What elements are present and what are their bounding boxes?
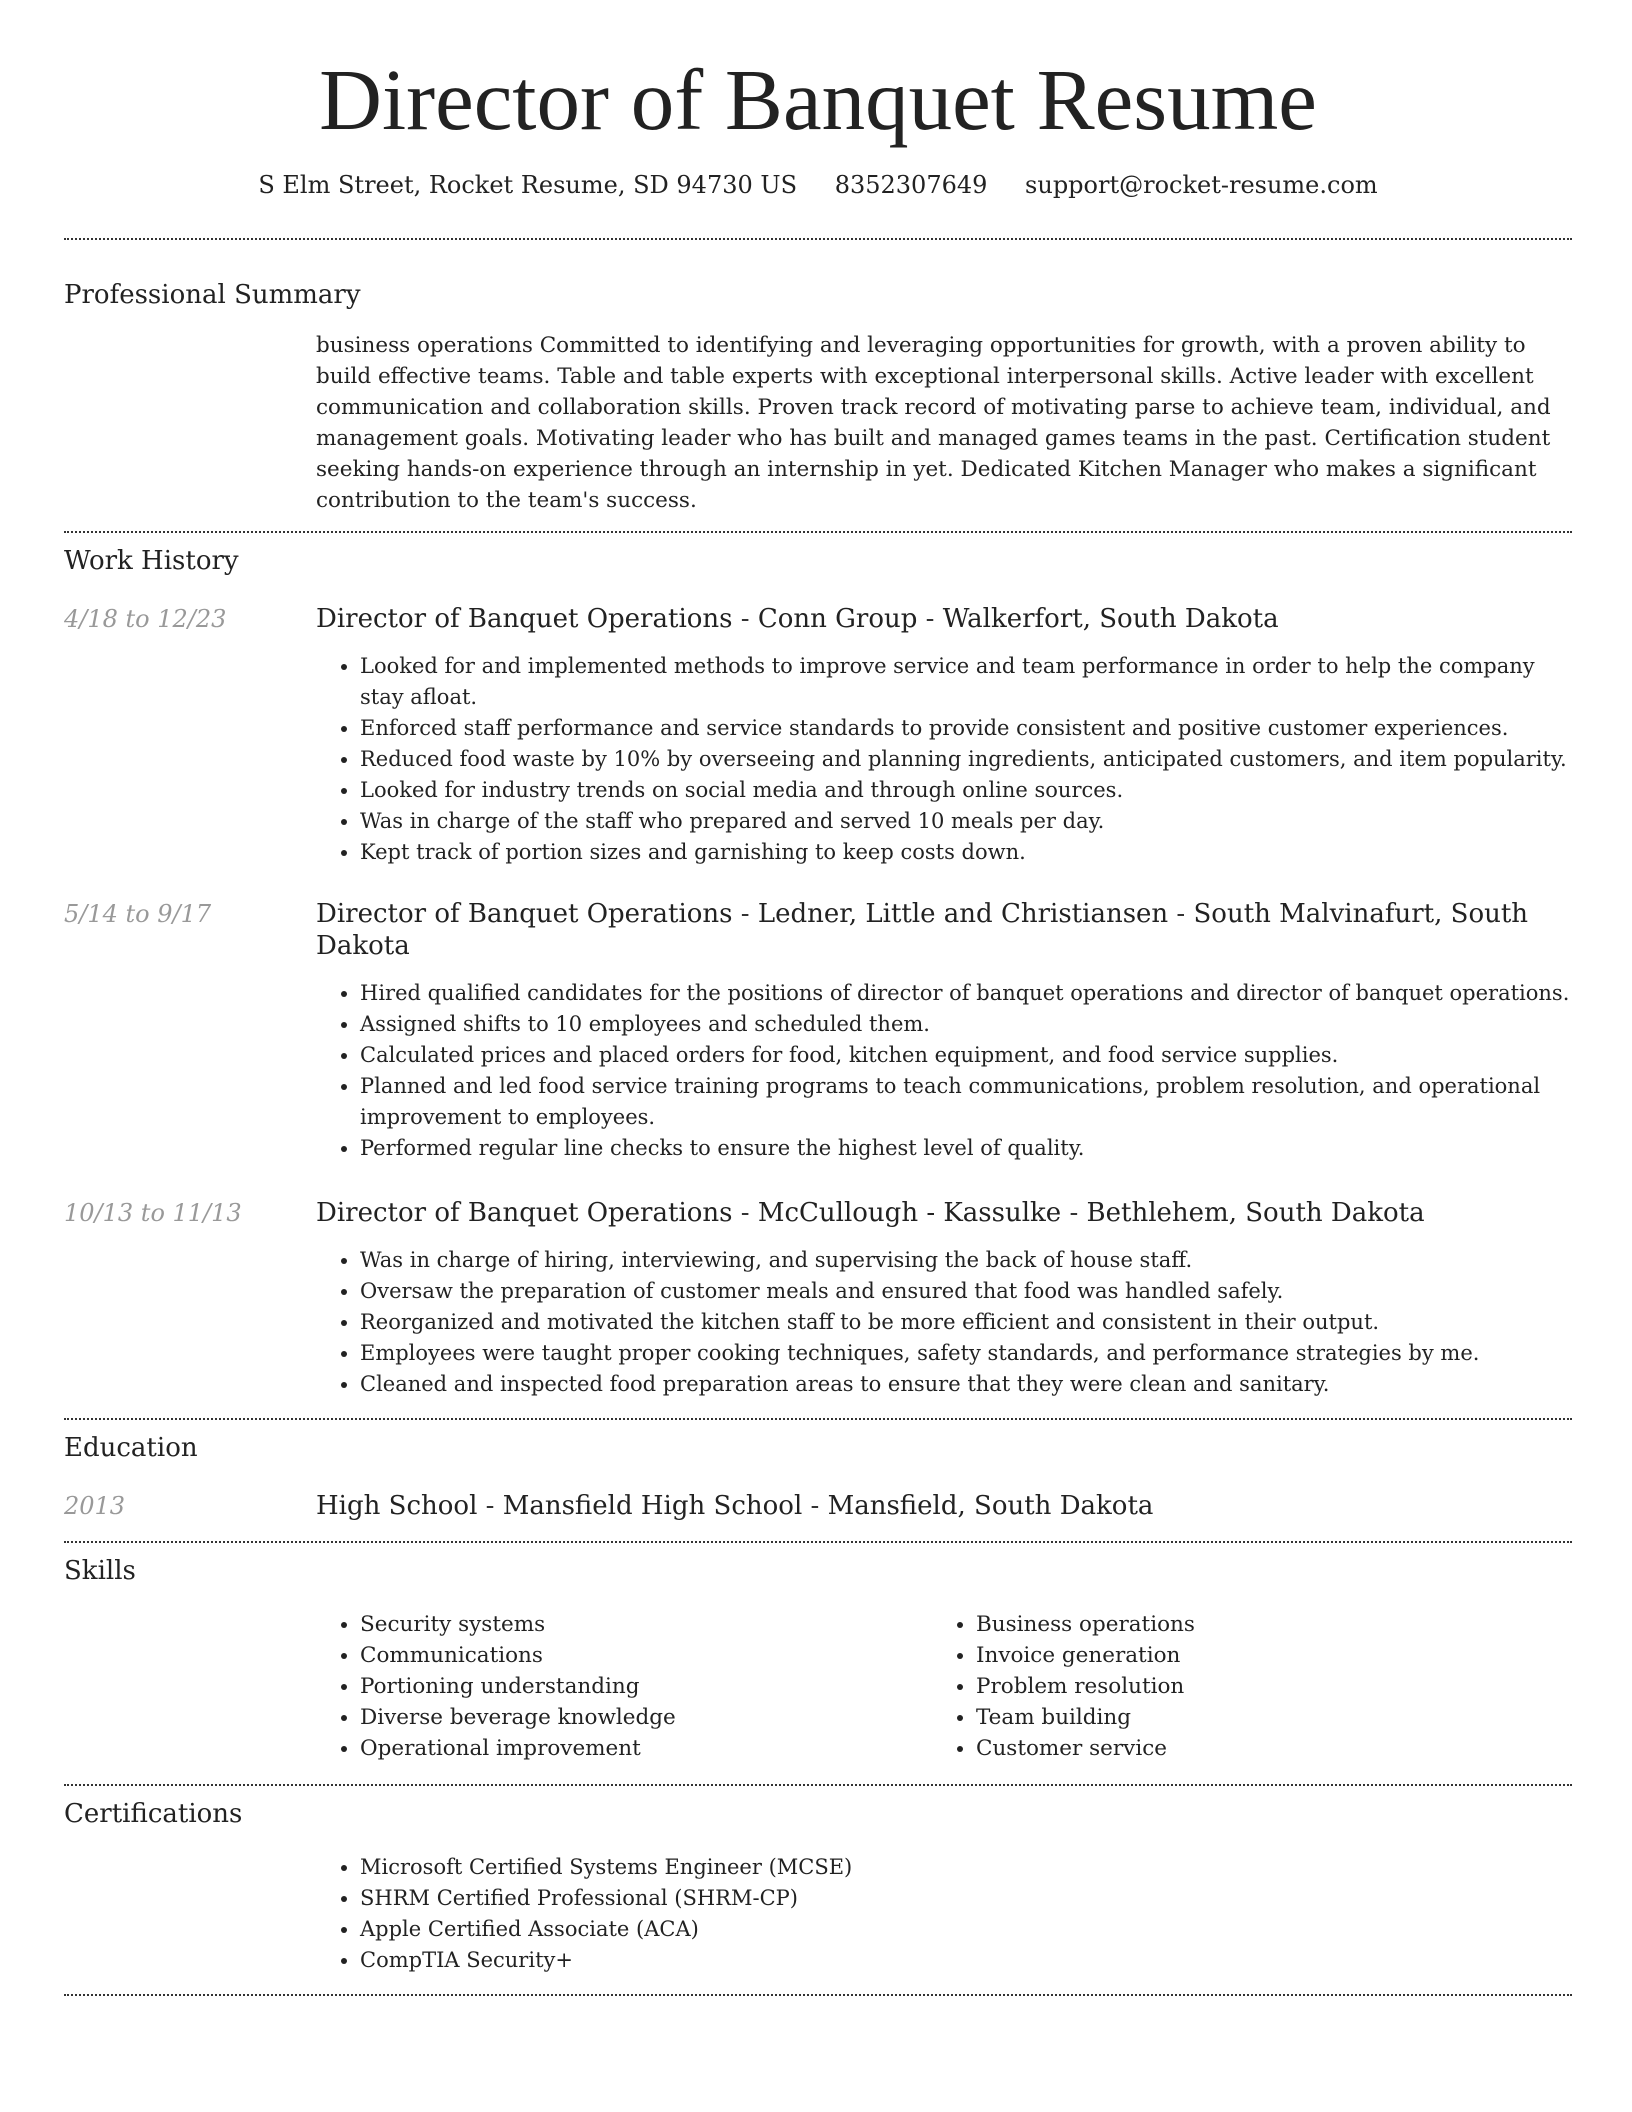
list-item: • Assigned shifts to 10 employees and scheduled them. bbox=[360, 1009, 1572, 1040]
certification-item: • Apple Certified Associate (ACA) bbox=[360, 1914, 1572, 1945]
job-company: Conn Group bbox=[757, 604, 918, 634]
education-location: Mansfield, South Dakota bbox=[827, 1491, 1154, 1521]
certification-item: • SHRM Certified Professional (SHRM-CP) bbox=[360, 1883, 1572, 1914]
contact-phone: 8352307649 bbox=[834, 171, 988, 199]
summary-heading: Professional Summary bbox=[64, 280, 361, 310]
contact-email: support@rocket-resume.com bbox=[1025, 171, 1378, 199]
certifications-heading: Certifications bbox=[64, 1799, 243, 1829]
job-heading: Director of Banquet Operations - Conn Group - Walkerfort, South Dakota bbox=[316, 604, 1279, 634]
list-item: • Reduced food waste by 10% by overseeing and planning ingredients, anticipated customers, and item popularity. bbox=[360, 744, 1572, 775]
list-item: • Cleaned and inspected food preparation areas to ensure that they were clean and sanitary. bbox=[360, 1369, 1572, 1400]
skill-item: • Security systems bbox=[360, 1609, 932, 1640]
skills-list-left bbox=[316, 1609, 932, 1764]
education-entry bbox=[64, 1490, 1572, 1522]
list-item: • Was in charge of the staff who prepared and served 10 meals per day. bbox=[360, 806, 1572, 837]
list-item: • Enforced staff performance and service standards to provide consistent and positive customer experiences. bbox=[360, 713, 1572, 744]
summary-text: business operations Committed to identifying and leveraging opportunities for growth, with a proven ability to build effective teams. Table and table experts with exceptional interpersonal skills. Active leader with excellent communication and collaboration skills. Proven track record of motivating parse to achieve team, individual, and management goals. Motivating leader who has built and managed games teams in the past. Certification student seeking hands-on experience through an internship in yet. Dedicated Kitchen Manager who makes a significant contribution to the team's success. bbox=[316, 333, 1551, 513]
certifications-section bbox=[64, 1798, 1572, 1976]
list-item: • Kept track of portion sizes and garnishing to keep costs down. bbox=[360, 837, 1572, 868]
job-location: Walkerfort, South Dakota bbox=[942, 604, 1279, 634]
list-item: • Hired qualified candidates for the positions of director of banquet operations and director of banquet operations. bbox=[360, 978, 1572, 1009]
job-dates: 10/13 to 11/13 bbox=[64, 1199, 242, 1227]
divider bbox=[64, 1994, 1572, 1996]
education-heading: Education bbox=[64, 1433, 198, 1463]
education-section bbox=[64, 1432, 1572, 1522]
job-location: Bethlehem, South Dakota bbox=[1086, 1198, 1425, 1228]
skill-item: • Team building bbox=[976, 1702, 1548, 1733]
skills-list-right bbox=[932, 1609, 1548, 1764]
education-degree: High School bbox=[316, 1491, 478, 1521]
skill-item: • Portioning understanding bbox=[360, 1671, 932, 1702]
list-item: • Calculated prices and placed orders for food, kitchen equipment, and food service supplies. bbox=[360, 1040, 1572, 1071]
skill-item: • Invoice generation bbox=[976, 1640, 1548, 1671]
list-item: • Was in charge of hiring, interviewing, and supervising the back of house staff. bbox=[360, 1245, 1572, 1276]
divider bbox=[64, 1418, 1572, 1420]
education-heading-line: High School - Mansfield High School - Mansfield, South Dakota bbox=[316, 1491, 1154, 1521]
job-title: Director of Banquet Operations bbox=[316, 604, 733, 634]
work-history-section bbox=[64, 545, 1572, 1400]
skills-section bbox=[64, 1555, 1572, 1764]
job-entry bbox=[64, 1197, 1572, 1400]
list-item: • Reorganized and motivated the kitchen staff to be more efficient and consistent in their output. bbox=[360, 1307, 1572, 1338]
resume-page bbox=[64, 0, 1572, 1996]
skill-item: • Diverse beverage knowledge bbox=[360, 1702, 932, 1733]
skills-heading: Skills bbox=[64, 1556, 136, 1586]
divider bbox=[64, 238, 1572, 240]
skills-grid bbox=[316, 1609, 1572, 1764]
skill-item: • Communications bbox=[360, 1640, 932, 1671]
list-item: • Performed regular line checks to ensure the highest level of quality. bbox=[360, 1133, 1572, 1164]
education-school: Mansfield High School bbox=[502, 1491, 803, 1521]
list-item: • Looked for and implemented methods to improve service and team performance in order to help the company stay afloat. bbox=[360, 651, 1572, 713]
job-heading: Director of Banquet Operations - Ledner, Little and Christiansen - South Malvinafurt, South Dakota bbox=[316, 899, 1529, 961]
skill-item: • Customer service bbox=[976, 1733, 1548, 1764]
list-item: • Planned and led food service training programs to teach communications, problem resolution, and operational improvement to employees. bbox=[360, 1071, 1572, 1133]
divider bbox=[64, 1541, 1572, 1543]
list-item: • Employees were taught proper cooking techniques, safety standards, and performance strategies by me. bbox=[360, 1338, 1572, 1369]
skill-item: • Operational improvement bbox=[360, 1733, 932, 1764]
job-dates: 4/18 to 12/23 bbox=[64, 605, 227, 633]
job-entry bbox=[64, 898, 1572, 1164]
skill-item: • Problem resolution bbox=[976, 1671, 1548, 1702]
job-dates: 5/14 to 9/17 bbox=[64, 900, 212, 928]
divider bbox=[64, 531, 1572, 533]
list-item: • Oversaw the preparation of customer meals and ensured that food was handled safely. bbox=[360, 1276, 1572, 1307]
certifications-list bbox=[316, 1852, 1572, 1976]
divider bbox=[64, 1784, 1572, 1786]
contact-line bbox=[64, 170, 1572, 200]
job-title: Director of Banquet Operations bbox=[316, 899, 733, 929]
job-entry bbox=[64, 603, 1572, 868]
summary-section bbox=[64, 279, 1572, 516]
job-bullets bbox=[316, 651, 1572, 868]
job-company: McCullough - Kassulke bbox=[757, 1198, 1062, 1228]
certification-item: • Microsoft Certified Systems Engineer (MCSE) bbox=[360, 1852, 1572, 1883]
job-heading: Director of Banquet Operations - McCullough - Kassulke - Bethlehem, South Dakota bbox=[316, 1198, 1425, 1228]
job-location: South Malvinafurt, South Dakota bbox=[316, 899, 1529, 961]
job-bullets bbox=[316, 978, 1572, 1164]
job-bullets bbox=[316, 1245, 1572, 1400]
certification-item: • CompTIA Security+ bbox=[360, 1945, 1572, 1976]
skill-item: • Business operations bbox=[976, 1609, 1548, 1640]
job-title: Director of Banquet Operations bbox=[316, 1198, 733, 1228]
list-item: • Looked for industry trends on social media and through online sources. bbox=[360, 775, 1572, 806]
resume-title: Director of Banquet Resume bbox=[319, 51, 1317, 148]
work-history-heading: Work History bbox=[64, 546, 239, 576]
education-year: 2013 bbox=[64, 1492, 126, 1520]
job-company: Ledner, Little and Christiansen bbox=[757, 899, 1169, 929]
contact-address: S Elm Street, Rocket Resume, SD 94730 US bbox=[258, 171, 798, 199]
